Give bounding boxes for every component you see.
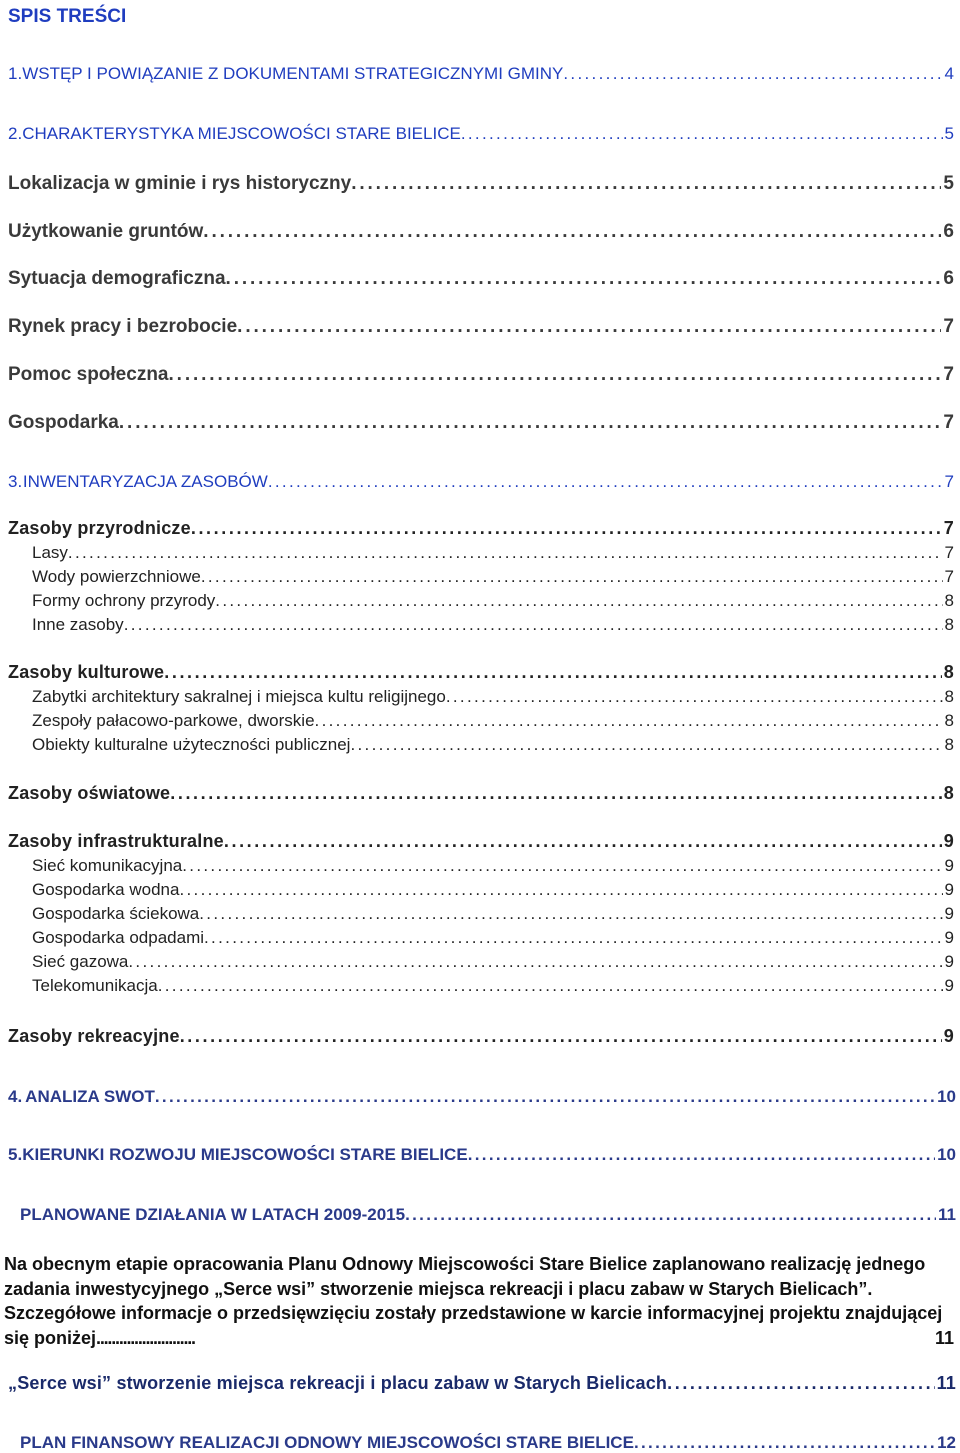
entry-label: Gospodarka — [8, 412, 119, 433]
dot-leader — [199, 904, 942, 924]
dot-leader — [224, 831, 942, 852]
toc-entry-formy-ochrony[interactable] — [32, 591, 954, 611]
entry-label: CHARAKTERYSTYKA MIEJSCOWOŚCI STARE BIELICE — [22, 124, 461, 143]
toc-entry-serce-wsi[interactable] — [8, 1373, 956, 1394]
entry-number: 1. — [8, 64, 23, 83]
dot-leader — [128, 952, 942, 972]
entry-number: 5. — [8, 1145, 23, 1164]
entry-page: 10 — [937, 1087, 956, 1106]
note-text: Na obecnym etapie opracowania Planu Odnowy Miejscowości Stare Bielice zaplanowano realizację jednego zadania inwestycyjnego „Serce wsi” stworzenie miejsca rekreacji i placu zabaw w Starych Bielicach”. Szczegółowe informacje o przedsięwzięciu zostały przedstawione w karcie informacyjnej projektu znajdującej się poniżej — [4, 1254, 943, 1348]
entry-page: 7 — [943, 518, 954, 538]
entry-label: Zabytki architektury sakralnej i miejsca kultu religijnego — [32, 687, 446, 706]
entry-page: 8 — [943, 783, 954, 803]
entry-label: Pomoc społeczna — [8, 364, 169, 385]
entry-label: Gospodarka odpadami — [32, 928, 205, 947]
toc-entry-oswiatowe[interactable] — [8, 783, 954, 804]
toc-entry-plan-finansowy[interactable] — [20, 1433, 956, 1453]
dot-leader — [468, 1145, 935, 1165]
toc-entry-gospodarka-sciekowa[interactable] — [32, 904, 954, 924]
toc-entry-siec-gazowa[interactable] — [32, 952, 954, 972]
entry-number: 2. — [8, 124, 23, 143]
entry-page: 11 — [934, 1327, 954, 1348]
toc-entry-planowane[interactable] — [20, 1205, 956, 1225]
dot-leader — [237, 316, 941, 338]
dot-leader — [268, 472, 943, 492]
dot-leader — [667, 1373, 934, 1394]
toc-entry-3[interactable] — [8, 472, 954, 492]
entry-page: 7 — [943, 316, 954, 337]
entry-label: Lasy — [32, 543, 68, 562]
entry-page: 12 — [937, 1433, 956, 1452]
dot-leader — [158, 976, 943, 996]
entry-page: 9 — [944, 928, 954, 947]
toc-entry-rynek-pracy[interactable] — [8, 316, 954, 338]
entry-page: 4 — [944, 64, 954, 83]
entry-label: Zasoby rekreacyjne — [8, 1026, 180, 1046]
entry-page: 7 — [944, 472, 954, 491]
dot-leader — [350, 735, 942, 755]
entry-label: „Serce wsi” stworzenie miejsca rekreacji i placu zabaw w Starych Bielicach — [8, 1373, 668, 1393]
entry-label: Zasoby przyrodnicze — [8, 518, 191, 538]
toc-entry-5[interactable] — [8, 1145, 956, 1165]
toc-note[interactable] — [4, 1252, 954, 1350]
entry-label: Telekomunikacja — [32, 976, 158, 995]
dot-leader — [182, 856, 942, 876]
dot-leader — [119, 412, 942, 434]
entry-page: 9 — [944, 976, 954, 995]
entry-page: 7 — [943, 412, 954, 433]
toc-entry-wody[interactable] — [32, 567, 954, 587]
entry-page: 8 — [943, 662, 954, 682]
entry-label: INWENTARYZACJA ZASOBÓW — [22, 472, 268, 491]
dot-leader — [563, 64, 942, 84]
toc-entry-inne-zasoby[interactable] — [32, 615, 954, 635]
toc-entry-1[interactable] — [8, 64, 954, 84]
dot-leader — [191, 518, 942, 539]
entry-page: 6 — [943, 221, 954, 242]
toc-entry-infrastrukturalne[interactable] — [8, 831, 954, 852]
toc-entry-grunty[interactable] — [8, 221, 954, 243]
entry-page: 8 — [944, 735, 954, 754]
dot-leader — [179, 880, 942, 900]
entry-page: 9 — [943, 1026, 954, 1046]
entry-page: 8 — [944, 711, 954, 730]
dot-leader — [170, 783, 942, 804]
toc-entry-2[interactable] — [8, 124, 954, 144]
entry-page: 9 — [944, 880, 954, 899]
dot-leader — [226, 268, 942, 290]
entry-label: Inne zasoby — [32, 615, 124, 634]
entry-label: KIERUNKI ROZWOJU MIEJSCOWOŚCI STARE BIELICE — [22, 1145, 468, 1164]
entry-label: PLANOWANE DZIAŁANIA W LATACH 2009-2015 — [20, 1205, 406, 1224]
toc-entry-gospodarka-odpadami[interactable] — [32, 928, 954, 948]
dot-leader — [204, 928, 943, 948]
toc-entry-zespoly[interactable] — [32, 711, 954, 731]
dot-leader — [446, 687, 943, 707]
entry-page: 8 — [944, 591, 954, 610]
entry-label: Zasoby kulturowe — [8, 662, 165, 682]
toc-entry-telekomunikacja[interactable] — [32, 976, 954, 996]
entry-label: Zasoby oświatowe — [8, 783, 171, 803]
dot-leader — [203, 221, 941, 243]
dot-leader — [215, 591, 942, 611]
toc-entry-kulturowe[interactable] — [8, 662, 954, 683]
toc-entry-pomoc[interactable] — [8, 364, 954, 386]
toc-entry-siec-komunikacyjna[interactable] — [32, 856, 954, 876]
dot-leader: .......................... — [96, 1327, 195, 1348]
entry-label: Gospodarka wodna — [32, 880, 180, 899]
toc-entry-gospodarka[interactable] — [8, 412, 954, 434]
entry-page: 8 — [944, 615, 954, 634]
dot-leader — [155, 1087, 935, 1107]
toc-entry-przyrodnicze[interactable] — [8, 518, 954, 539]
entry-label: Obiekty kulturalne użyteczności publicznej — [32, 735, 351, 754]
entry-page: 6 — [943, 268, 954, 289]
entry-label: WSTĘP I POWIĄZANIE Z DOKUMENTAMI STRATEGICZNYMI GMINY — [22, 64, 564, 83]
entry-page: 8 — [944, 687, 954, 706]
dot-leader — [461, 124, 943, 144]
toc-entry-rekreacyjne[interactable] — [8, 1026, 954, 1047]
dot-leader — [405, 1205, 936, 1225]
entry-label: Zasoby infrastrukturalne — [8, 831, 224, 851]
toc-entry-lasy[interactable] — [32, 543, 954, 563]
entry-page: 9 — [944, 952, 954, 971]
toc-entry-zabytki[interactable] — [32, 687, 954, 707]
entry-label: ANALIZA SWOT — [25, 1087, 155, 1106]
toc-entry-gospodarka-wodna[interactable] — [32, 880, 954, 900]
toc-entry-lokalizacja[interactable] — [8, 173, 954, 195]
dot-leader — [164, 662, 942, 683]
entry-page: 7 — [943, 364, 954, 385]
entry-page: 5 — [943, 173, 954, 194]
toc-entry-4[interactable] — [8, 1087, 956, 1107]
entry-page: 5 — [944, 124, 954, 143]
dot-leader — [201, 567, 943, 587]
dot-leader — [180, 1026, 942, 1047]
entry-page: 10 — [937, 1145, 956, 1164]
entry-page: 9 — [944, 856, 954, 875]
dot-leader — [315, 711, 943, 731]
dot-leader — [68, 543, 943, 563]
dot-leader — [124, 615, 943, 635]
entry-label: Gospodarka ściekowa — [32, 904, 200, 923]
entry-label: Sytuacja demograficzna — [8, 268, 226, 289]
toc-title: SPIS TREŚCI — [8, 6, 127, 27]
entry-page: 9 — [943, 831, 954, 851]
entry-label: Wody powierzchniowe — [32, 567, 201, 586]
entry-label: Sieć gazowa — [32, 952, 129, 971]
entry-label: Formy ochrony przyrody — [32, 591, 216, 610]
entry-label: PLAN FINANSOWY REALIZACJI ODNOWY MIEJSCOWOŚCI STARE BIELICE — [20, 1433, 634, 1452]
entry-page: 7 — [944, 567, 954, 586]
dot-leader — [351, 173, 941, 195]
entry-page: 11 — [938, 1205, 956, 1224]
entry-page: 7 — [944, 543, 954, 562]
entry-page: 11 — [936, 1373, 956, 1393]
entry-number: 4. — [8, 1087, 23, 1106]
entry-page: 9 — [944, 904, 954, 923]
dot-leader — [634, 1433, 935, 1453]
dot-leader — [169, 364, 942, 386]
toc-entry-demografia[interactable] — [8, 268, 954, 290]
entry-label: Rynek pracy i bezrobocie — [8, 316, 238, 337]
entry-label: Lokalizacja w gminie i rys historyczny — [8, 173, 352, 194]
toc-entry-obiekty[interactable] — [32, 735, 954, 755]
entry-label: Użytkowanie gruntów — [8, 221, 204, 242]
entry-label: Sieć komunikacyjna — [32, 856, 183, 875]
entry-label: Zespoły pałacowo-parkowe, dworskie — [32, 711, 315, 730]
entry-number: 3. — [8, 472, 23, 491]
